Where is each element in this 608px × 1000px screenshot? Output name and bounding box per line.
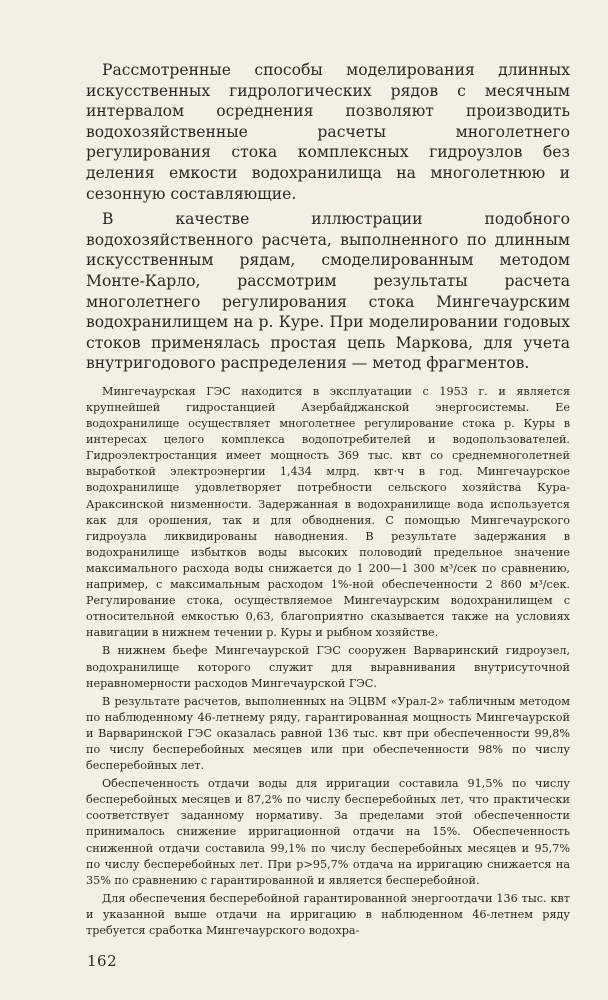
page-number: 162 — [87, 952, 118, 970]
fine-paragraph: В результате расчетов, выполненных на ЭЦВМ «Урал-2» табличным методом по наблюденному 46-летнему ряду, гарантированная мощность Мингечаурской и Варваринской ГЭС оказалась равной 136 тыс. квт при обеспеченности 99,8% по числу бесперебойных месяцев или при обеспеченности 98% по числу бесперебойных лет. — [86, 694, 570, 773]
fine-paragraph: В нижнем бьефе Мингечаурской ГЭС сооружен Варваринский гидроузел, водохранилище которого служит для выравнивания внутрисуточной неравномерности расходов Мингечаурской ГЭС. — [86, 644, 570, 690]
paragraph: Рассмотренные способы моделирования длинных искусственных гидрологических рядов с месячным интервалом осреднения позволяют производить водохозяйственные расчеты многолетнего регулирования стока комплексных гидроузлов без деления емкости водохранилища на многолетнюю и сезонную составляющие. — [86, 61, 570, 203]
page-text — [86, 60, 570, 939]
fine-paragraph: Обеспеченность отдачи воды для ирригации составила 91,5% по числу бесперебойных месяцев и 87,2% по числу бесперебойных лет, что практически соответствует заданному нормативу. За пределами этой обеспеченности принималось снижение ирригационной отдачи на 15%. Обеспеченность сниженной отдачи составила 99,1% по числу бесперебойных месяцев и 95,7% по числу бесперебойных лет. При p>95,7% отдача на ирригацию снижается на 35% по сравнению с гарантированной и является бесперебойной. — [86, 777, 570, 887]
paragraph: В качестве иллюстрации подобного водохозяйственного расчета, выполненного по длинным искусственным рядам, смоделированным методом Монте-Карло, рассмотрим результаты расчета многолетнего регулирования стока Мингечаурским водохранилищем на р. Куре. При моделировании годовых стоков применялась простая цепь Маркова, для учета внутригодового распределения — метод фрагментов. — [86, 210, 570, 373]
fine-print-block — [86, 384, 570, 939]
fine-paragraph: Для обеспечения бесперебойной гарантированной энергоотдачи 136 тыс. квт и указанной выше отдачи на ирригацию в наблюденном 46-летнем ряду требуется сработка Мингечаурского водохра- — [86, 891, 570, 937]
main-text-block — [86, 60, 570, 374]
fine-paragraph: Мингечаурская ГЭС находится в эксплуатации с 1953 г. и является крупнейшей гидростанцией Азербайджанской энергосистемы. Ее водохранилище осуществляет многолетнее регулирование стока р. Куры в интересах целого комплекса водопотребителей и водопользователей. Гидроэлектростанция имеет мощность 369 тыс. квт со среднемноголетней выработкой электроэнергии 1,434 млрд. квт·ч в год. Мингечаурское водохранилище удовлетворяет потребности сельского хозяйства Кура-Араксинской низменности. Задержанная в водохранилище вода используется как для орошения, так и для обводнения. С помощью Мингечаурского гидроузла ликвидированы наводнения. В результате задержания в водохранилище избытков воды высоких половодий предельное значение максимального расхода воды снижается до 1 200—1 300 м³/сек по сравнению, например, с максимальным расходом 1%-ной обеспеченности 2 860 м³/сек. Регулирование стока, осуществляемое Мингечаурским водохранилищем с относительной емкостью 0,63, благоприятно сказывается также на условиях навигации в нижнем течении р. Куры и рыбном хозяйстве. — [86, 384, 570, 640]
